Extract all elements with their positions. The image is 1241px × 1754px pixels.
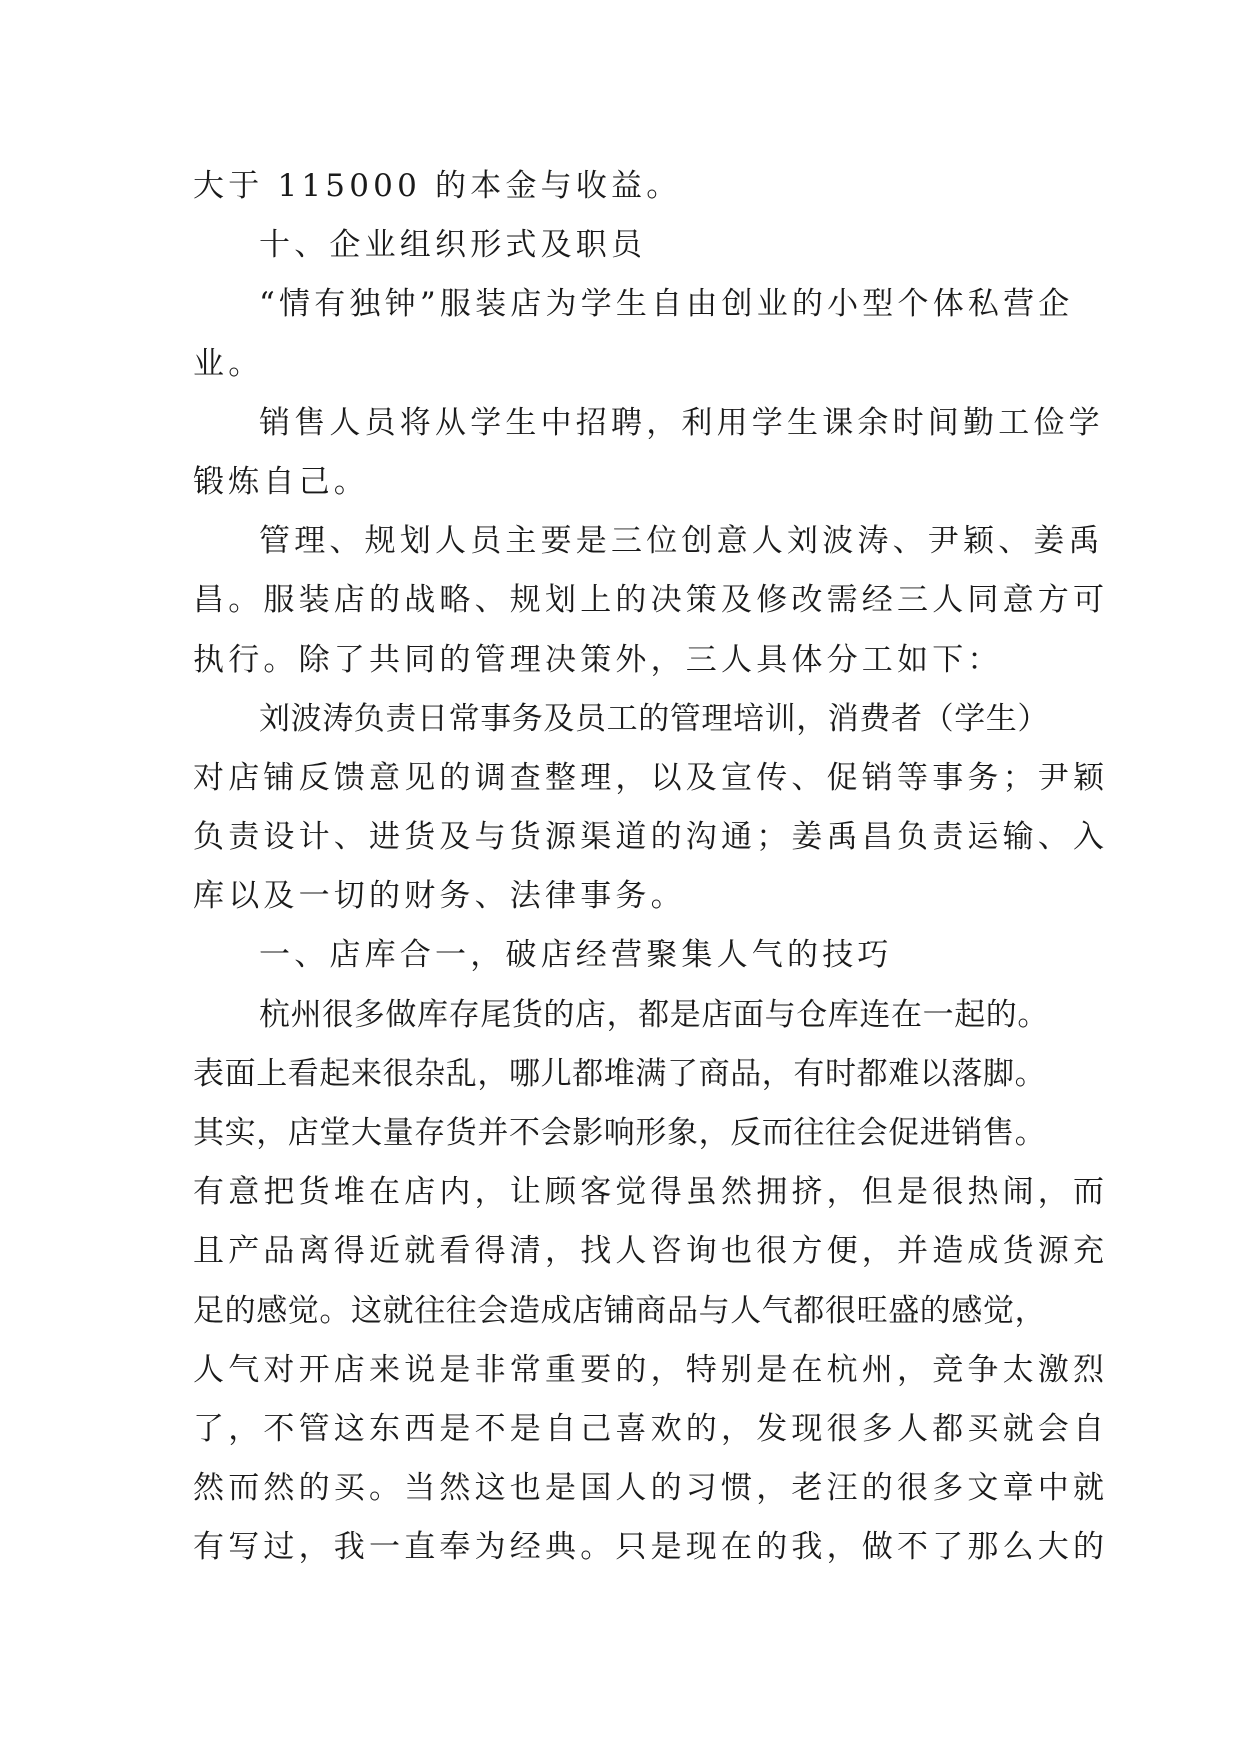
text-line: 人气对开店来说是非常重要的，特别是在杭州，竞争太激烈 [193,1351,1109,1388]
text-line: 且产品离得近就看得清，找人咨询也很方便，并造成货源充 [193,1233,1109,1270]
text-line: 然而然的买。当然这也是国人的习惯，老汪的很多文章中就 [193,1470,1109,1507]
text-line: 库以及一切的财务、法律事务。 [193,878,686,915]
text-line: 执行。除了共同的管理决策外，三人具体分工如下： [193,641,1003,678]
text-line: 管理、规划人员主要是三位创意人刘波涛、尹颖、姜禹 [259,523,1104,560]
text-line: 锻炼自己。 [193,463,369,500]
text-line: 刘波涛负责日常事务及员工的管理培训，消费者（学生） [259,700,1049,737]
text-line: 对店铺反馈意见的调查整理，以及宣传、促销等事务；尹颖 [193,759,1109,796]
text-line: 了，不管这东西是不是自己喜欢的，发现很多人都买就会自 [193,1410,1109,1447]
text-line: 业。 [193,345,264,382]
text-line: 足的感觉。这就往往会造成店铺商品与人气都很旺盛的感觉， [193,1292,1047,1329]
text-line: 杭州很多做库存尾货的店，都是店面与仓库连在一起的。 [259,996,1049,1033]
text-line: 其实，店堂大量存货并不会影响形象，反而往往会促进销售。 [193,1115,1047,1151]
text-line: 负责设计、进货及与货源渠道的沟通；姜禹昌负责运输、入 [193,819,1109,856]
text-line: 昌。服装店的战略、规划上的决策及修改需经三人同意方可 [193,582,1109,619]
section-heading: 一、店库合一，破店经营聚集人气的技巧 [259,937,893,974]
text-line: 大于 115000 的本金与收益。 [193,168,682,204]
body-text [193,157,1109,1578]
text-line: 表面上看起来很杂乱，哪儿都堆满了商品，有时都难以落脚。 [193,1055,1047,1092]
section-heading: 十、企业组织形式及职员 [259,227,647,264]
text-line: 有写过，我一直奉为经典。只是现在的我，做不了那么大的 [193,1529,1109,1566]
text-line: 销售人员将从学生中招聘，利用学生课余时间勤工俭学 [259,404,1104,441]
text-line: 有意把货堆在店内，让顾客觉得虽然拥挤，但是很热闹，而 [193,1174,1109,1211]
text-line: “情有独钟”服装店为学生自由创业的小型个体私营企 [259,286,1074,323]
